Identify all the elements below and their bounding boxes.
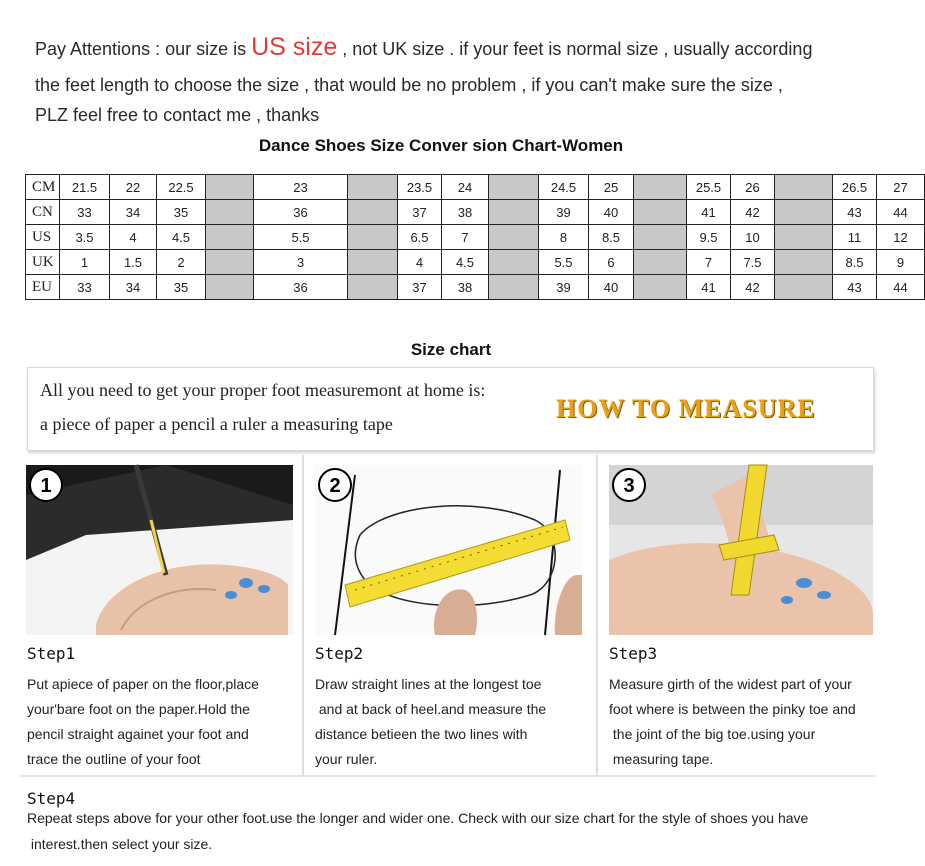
size-cell: 44 [877, 275, 925, 300]
size-cell: 6.5 [398, 225, 442, 250]
size-cell: 7 [687, 250, 731, 275]
size-cell: 25 [589, 175, 634, 200]
table-gap-cell [634, 275, 687, 300]
size-row-cm [26, 175, 925, 200]
table-gap-cell [489, 250, 539, 275]
size-cell: 33 [60, 275, 110, 300]
size-cell: 4 [398, 250, 442, 275]
size-cell: 41 [687, 275, 731, 300]
size-cell: 37 [398, 275, 442, 300]
size-cell: 42 [731, 200, 775, 225]
step1-title: Step1 [27, 644, 76, 663]
table-gap-cell [634, 225, 687, 250]
table-gap-cell [348, 250, 398, 275]
size-cell: 1 [60, 250, 110, 275]
size-row-label: EU [26, 275, 60, 300]
size-cell: 26.5 [833, 175, 877, 200]
size-row-eu [26, 275, 925, 300]
size-cell: 33 [60, 200, 110, 225]
size-cell: 5.5 [254, 225, 348, 250]
size-row-label: US [26, 225, 60, 250]
step1-number: 1 [40, 475, 52, 497]
size-cell: 9.5 [687, 225, 731, 250]
size-cell: 4 [110, 225, 157, 250]
step2-title: Step2 [315, 644, 364, 663]
size-conversion-table [25, 174, 925, 300]
table-gap-cell [206, 175, 254, 200]
size-cell: 35 [157, 200, 206, 225]
step4-title: Step4 [27, 789, 76, 808]
size-cell: 4.5 [442, 250, 489, 275]
notice-line-1 [35, 30, 885, 66]
measure-line-1: All you need to get your proper foot measuremont at home is: [40, 380, 486, 400]
table-gap-cell [775, 225, 833, 250]
table-gap-cell [775, 175, 833, 200]
how-to-measure-heading: HOW TO MEASURE [556, 394, 816, 423]
table-gap-cell [775, 200, 833, 225]
step2-number: 2 [329, 475, 341, 497]
size-cell: 39 [539, 200, 589, 225]
notice-text [35, 30, 885, 132]
size-row-us [26, 225, 925, 250]
size-cell: 27 [877, 175, 925, 200]
size-cell: 43 [833, 275, 877, 300]
size-cell: 8.5 [833, 250, 877, 275]
size-cell: 9 [877, 250, 925, 275]
size-cell: 24 [442, 175, 489, 200]
size-cell: 23.5 [398, 175, 442, 200]
column-separator [302, 455, 304, 775]
step4-description: Repeat steps above for your other foot.use the longer and wider one. Check with our size chart for the style of shoes you have interest.then select your size. [27, 810, 809, 852]
table-gap-cell [206, 200, 254, 225]
size-cell: 34 [110, 200, 157, 225]
size-cell: 3 [254, 250, 348, 275]
table-gap-cell [634, 200, 687, 225]
table-gap-cell [348, 225, 398, 250]
size-cell: 36 [254, 200, 348, 225]
size-cell: 8 [539, 225, 589, 250]
table-gap-cell [348, 175, 398, 200]
table-gap-cell [775, 250, 833, 275]
table-gap-cell [206, 250, 254, 275]
size-chart-label: Size chart [410, 340, 492, 359]
size-cell: 39 [539, 275, 589, 300]
divider [20, 775, 875, 777]
size-cell: 44 [877, 200, 925, 225]
size-cell: 4.5 [157, 225, 206, 250]
table-gap-cell [634, 250, 687, 275]
table-gap-cell [348, 200, 398, 225]
size-cell: 21.5 [60, 175, 110, 200]
size-cell: 37 [398, 200, 442, 225]
notice-line-2: the feet length to choose the size , that would be no problem , if you can't make sure the size , [35, 75, 783, 95]
size-cell: 34 [110, 275, 157, 300]
table-gap-cell [348, 275, 398, 300]
size-cell: 7.5 [731, 250, 775, 275]
table-gap-cell [489, 200, 539, 225]
measure-info-box [27, 367, 874, 451]
notice-prefix: Pay Attentions : our size is [35, 39, 252, 59]
size-cell: 10 [731, 225, 775, 250]
conversion-chart-title: Dance Shoes Size Conver sion Chart-Women [258, 136, 624, 155]
size-row-label: CM [26, 175, 60, 200]
table-gap-cell [206, 225, 254, 250]
table-gap-cell [489, 225, 539, 250]
size-cell: 35 [157, 275, 206, 300]
toenail-icon [239, 578, 253, 588]
size-cell: 43 [833, 200, 877, 225]
size-cell: 8.5 [589, 225, 634, 250]
size-cell: 11 [833, 225, 877, 250]
size-row-cn [26, 200, 925, 225]
size-cell: 38 [442, 275, 489, 300]
size-cell: 24.5 [539, 175, 589, 200]
step3-title: Step3 [609, 644, 658, 663]
size-cell: 12 [877, 225, 925, 250]
table-gap-cell [634, 175, 687, 200]
table-gap-cell [206, 275, 254, 300]
step1-description: Put apiece of paper on the floor,place your'bare foot on the paper.Hold the pencil straight againet your foot and trace the outline of your foot [27, 676, 259, 767]
step3-description: Measure girth of the widest part of your foot where is between the pinky toe and the joint of the big toe.using your measuring tape. [609, 676, 856, 767]
size-cell: 40 [589, 200, 634, 225]
table-gap-cell [775, 275, 833, 300]
size-cell: 40 [589, 275, 634, 300]
size-row-label: CN [26, 200, 60, 225]
us-size-highlight: US size [251, 33, 338, 61]
column-separator [596, 455, 598, 775]
size-cell: 25.5 [687, 175, 731, 200]
size-cell: 38 [442, 200, 489, 225]
size-cell: 3.5 [60, 225, 110, 250]
size-cell: 5.5 [539, 250, 589, 275]
size-row-uk [26, 250, 925, 275]
measure-line-2: a piece of paper a pencil a ruler a measuring tape [40, 414, 393, 434]
size-cell: 6 [589, 250, 634, 275]
table-gap-cell [489, 275, 539, 300]
step3-number: 3 [623, 475, 635, 497]
step2-description: Draw straight lines at the longest toe and at back of heel.and measure the distance betieen the two lines with your ruler. [315, 676, 547, 767]
size-cell: 22.5 [157, 175, 206, 200]
size-cell: 36 [254, 275, 348, 300]
size-cell: 22 [110, 175, 157, 200]
notice-line-3: PLZ feel free to contact me , thanks [35, 105, 320, 125]
size-cell: 41 [687, 200, 731, 225]
size-row-label: UK [26, 250, 60, 275]
size-cell: 1.5 [110, 250, 157, 275]
step1-photo [26, 465, 293, 635]
notice-suffix: , not UK size . if your feet is normal size , usually according [337, 39, 813, 59]
size-cell: 2 [157, 250, 206, 275]
size-cell: 42 [731, 275, 775, 300]
size-cell: 26 [731, 175, 775, 200]
step3-photo [609, 465, 873, 635]
size-cell: 7 [442, 225, 489, 250]
size-cell: 23 [254, 175, 348, 200]
table-gap-cell [489, 175, 539, 200]
step2-photo [315, 465, 582, 635]
